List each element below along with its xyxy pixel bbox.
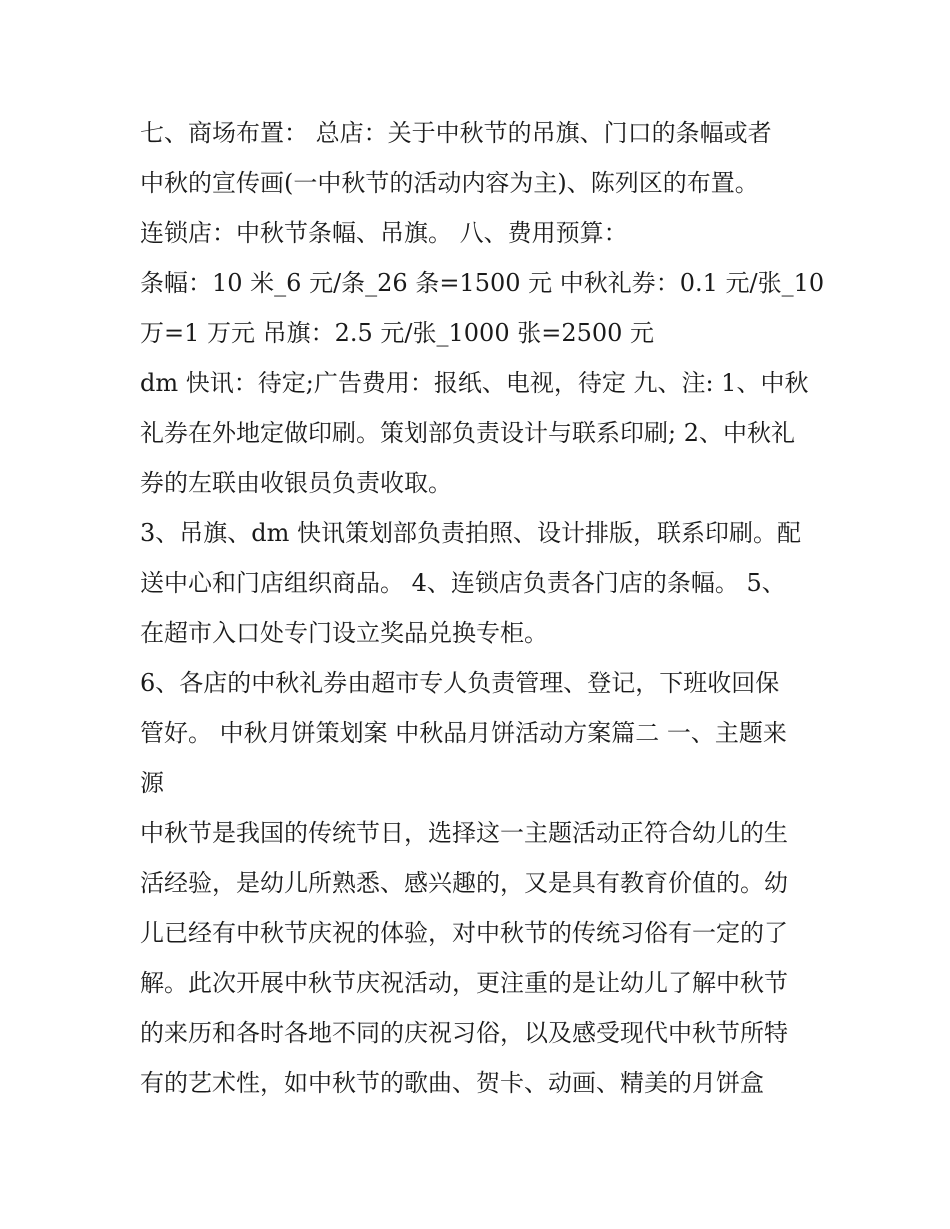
- text-line: 中秋节是我国的传统节日，选择这一主题活动正符合幼儿的生: [140, 819, 788, 847]
- text-line: 礼券在外地定做印刷。策划部负责设计与联系印刷; 2、中秋礼: [140, 419, 795, 447]
- text-line: 七、商场布置： 总店：关于中秋节的吊旗、门口的条幅或者: [140, 119, 772, 147]
- text-line: 中秋的宣传画(一中秋节的活动内容为主)、陈列区的布置。: [140, 169, 759, 197]
- text-line: 6、各店的中秋礼券由超市专人负责管理、登记，下班收回保: [140, 669, 780, 697]
- text-line: 有的艺术性，如中秋节的歌曲、贺卡、动画、精美的月饼盒: [140, 1069, 764, 1097]
- text-line: 在超市入口处专门设立奖品兑换专柜。: [140, 619, 548, 647]
- text-line: dm 快讯：待定;广告费用：报纸、电视，待定 九、注: 1、中秋: [140, 369, 809, 397]
- document-body: [140, 108, 825, 1108]
- text-line: 源: [140, 769, 164, 797]
- text-line: 条幅：10 米_6 元/条_26 条=1500 元 中秋礼券：0.1 元/张_10: [140, 269, 825, 297]
- text-line: 连锁店：中秋节条幅、吊旗。 八、费用预算：: [140, 219, 628, 247]
- text-line: 的来历和各时各地不同的庆祝习俗，以及感受现代中秋节所特: [140, 1019, 788, 1047]
- text-line: 万=1 万元 吊旗：2.5 元/张_1000 张=2500 元: [140, 319, 655, 347]
- text-line: 活经验，是幼儿所熟悉、感兴趣的，又是具有教育价值的。幼: [140, 869, 788, 897]
- text-line: 儿已经有中秋节庆祝的体验，对中秋节的传统习俗有一定的了: [140, 919, 788, 947]
- text-line: 券的左联由收银员负责收取。: [140, 469, 452, 497]
- text-line: 解。此次开展中秋节庆祝活动，更注重的是让幼儿了解中秋节: [140, 969, 788, 997]
- text-line: 3、吊旗、dm 快讯策划部负责拍照、设计排版，联系印刷。配: [140, 519, 802, 547]
- text-line: 管好。 中秋月饼策划案 中秋品月饼活动方案篇二 一、主题来: [140, 719, 787, 747]
- text-line: 送中心和门店组织商品。 4、连锁店负责各门店的条幅。 5、: [140, 569, 786, 597]
